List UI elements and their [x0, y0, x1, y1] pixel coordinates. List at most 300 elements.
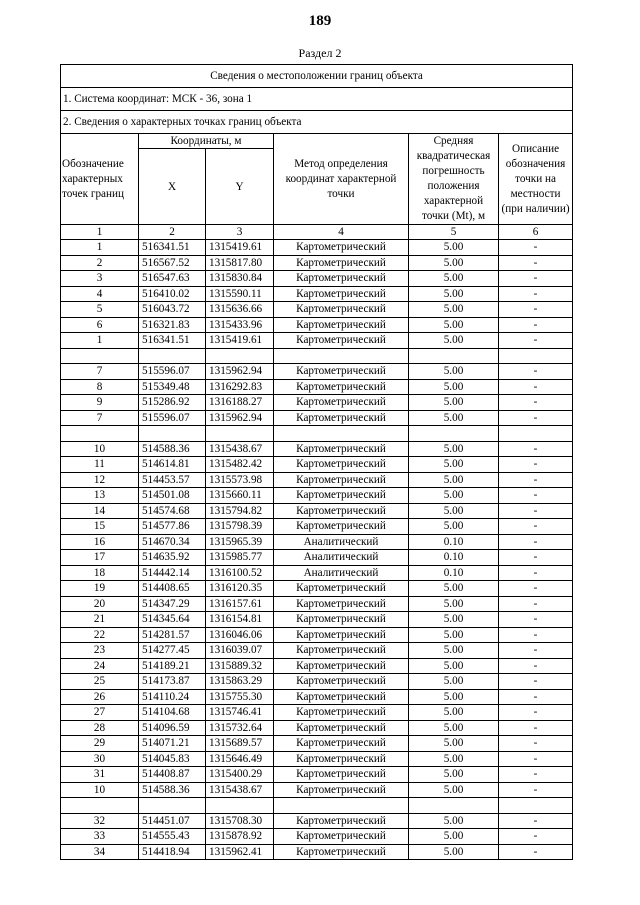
error-cell: [409, 798, 499, 814]
description-cell: -: [499, 255, 573, 271]
description-cell: -: [499, 705, 573, 721]
table-row: [61, 426, 573, 442]
method-cell: Картометрический: [274, 457, 409, 473]
method-cell: Картометрический: [274, 782, 409, 798]
method-cell: Картометрический: [274, 689, 409, 705]
description-cell: -: [499, 286, 573, 302]
table-row: [61, 534, 573, 550]
y-coordinate-cell: 1316100.52: [206, 565, 274, 581]
error-cell: 5.00: [409, 596, 499, 612]
table-row: [61, 751, 573, 767]
y-coordinate-cell: 1315830.84: [206, 271, 274, 287]
x-coordinate-cell: 514555.43: [139, 829, 206, 845]
description-cell: -: [499, 302, 573, 318]
y-coordinate-cell: 1315708.30: [206, 813, 274, 829]
y-coordinate-cell: 1315863.29: [206, 674, 274, 690]
table-row: [61, 302, 573, 318]
x-coordinate-cell: [139, 798, 206, 814]
y-coordinate-cell: 1316039.07: [206, 643, 274, 659]
error-cell: [409, 426, 499, 442]
table-row: [61, 782, 573, 798]
method-cell: Картометрический: [274, 410, 409, 426]
table-row: [61, 519, 573, 535]
point-number-cell: 9: [61, 395, 139, 411]
point-number-cell: 1: [61, 333, 139, 349]
method-cell: Картометрический: [274, 286, 409, 302]
method-cell: Картометрический: [274, 333, 409, 349]
description-cell: -: [499, 457, 573, 473]
table-row: [61, 410, 573, 426]
x-coordinate-cell: 516043.72: [139, 302, 206, 318]
point-number-cell: 7: [61, 364, 139, 380]
description-cell: -: [499, 534, 573, 550]
error-cell: 5.00: [409, 782, 499, 798]
description-cell: -: [499, 643, 573, 659]
method-cell: Картометрический: [274, 271, 409, 287]
y-coordinate-cell: 1316292.83: [206, 379, 274, 395]
point-number-cell: 30: [61, 751, 139, 767]
method-cell: [274, 426, 409, 442]
y-coordinate-cell: [206, 798, 274, 814]
description-cell: -: [499, 503, 573, 519]
x-coordinate-cell: 515349.48: [139, 379, 206, 395]
method-cell: Картометрический: [274, 364, 409, 380]
error-cell: 5.00: [409, 472, 499, 488]
table-row: [61, 550, 573, 566]
point-number-cell: 18: [61, 565, 139, 581]
header-y: Y: [206, 149, 274, 225]
error-cell: 5.00: [409, 519, 499, 535]
x-coordinate-cell: 514277.45: [139, 643, 206, 659]
table-row: [61, 457, 573, 473]
x-coordinate-cell: 514189.21: [139, 658, 206, 674]
column-number: 4: [274, 225, 409, 240]
table-row: [61, 581, 573, 597]
y-coordinate-cell: 1315573.98: [206, 472, 274, 488]
error-cell: 5.00: [409, 286, 499, 302]
description-cell: -: [499, 813, 573, 829]
x-coordinate-cell: 514096.59: [139, 720, 206, 736]
error-cell: 5.00: [409, 767, 499, 783]
description-cell: -: [499, 844, 573, 860]
y-coordinate-cell: 1316188.27: [206, 395, 274, 411]
point-number-cell: 29: [61, 736, 139, 752]
error-cell: 0.10: [409, 534, 499, 550]
description-cell: -: [499, 829, 573, 845]
description-cell: -: [499, 317, 573, 333]
point-number-cell: 25: [61, 674, 139, 690]
table-row: [61, 689, 573, 705]
method-cell: Аналитический: [274, 550, 409, 566]
error-cell: 5.00: [409, 240, 499, 256]
description-cell: -: [499, 767, 573, 783]
error-cell: 5.00: [409, 255, 499, 271]
error-cell: 5.00: [409, 813, 499, 829]
x-coordinate-cell: [139, 348, 206, 364]
description-cell: -: [499, 441, 573, 457]
y-coordinate-cell: 1315817.80: [206, 255, 274, 271]
method-cell: Картометрический: [274, 751, 409, 767]
table-row: [61, 255, 573, 271]
boundary-points-table: [60, 64, 573, 860]
x-coordinate-cell: 514442.14: [139, 565, 206, 581]
x-coordinate-cell: 514110.24: [139, 689, 206, 705]
error-cell: 5.00: [409, 379, 499, 395]
error-cell: 5.00: [409, 627, 499, 643]
method-cell: Картометрический: [274, 596, 409, 612]
method-cell: Картометрический: [274, 767, 409, 783]
method-cell: Аналитический: [274, 565, 409, 581]
table-row: [61, 705, 573, 721]
point-number-cell: 27: [61, 705, 139, 721]
y-coordinate-cell: 1316154.81: [206, 612, 274, 628]
table-row: [61, 348, 573, 364]
y-coordinate-cell: 1315419.61: [206, 240, 274, 256]
y-coordinate-cell: 1315746.41: [206, 705, 274, 721]
x-coordinate-cell: 516547.63: [139, 271, 206, 287]
section-title: Раздел 2: [298, 46, 342, 60]
method-cell: Картометрический: [274, 581, 409, 597]
method-cell: Аналитический: [274, 534, 409, 550]
column-number: 5: [409, 225, 499, 240]
table-row: [61, 333, 573, 349]
y-coordinate-cell: 1315732.64: [206, 720, 274, 736]
y-coordinate-cell: 1315794.82: [206, 503, 274, 519]
x-coordinate-cell: 514347.29: [139, 596, 206, 612]
x-coordinate-cell: 514614.81: [139, 457, 206, 473]
point-number-cell: 19: [61, 581, 139, 597]
point-number-cell: 17: [61, 550, 139, 566]
points-table-body: [61, 240, 573, 860]
description-cell: -: [499, 751, 573, 767]
error-cell: 5.00: [409, 364, 499, 380]
point-number-cell: 15: [61, 519, 139, 535]
y-coordinate-cell: 1315419.61: [206, 333, 274, 349]
error-cell: 5.00: [409, 488, 499, 504]
method-cell: Картометрический: [274, 503, 409, 519]
y-coordinate-cell: 1316157.61: [206, 596, 274, 612]
description-cell: -: [499, 333, 573, 349]
description-cell: [499, 798, 573, 814]
description-cell: -: [499, 240, 573, 256]
x-coordinate-cell: 514408.65: [139, 581, 206, 597]
method-cell: Картометрический: [274, 302, 409, 318]
description-cell: -: [499, 596, 573, 612]
description-cell: -: [499, 612, 573, 628]
method-cell: Картометрический: [274, 674, 409, 690]
point-number-cell: 7: [61, 410, 139, 426]
x-coordinate-cell: 514071.21: [139, 736, 206, 752]
point-number-cell: [61, 348, 139, 364]
x-coordinate-cell: 514451.07: [139, 813, 206, 829]
point-number-cell: 10: [61, 441, 139, 457]
x-coordinate-cell: 514588.36: [139, 782, 206, 798]
description-cell: -: [499, 379, 573, 395]
x-coordinate-cell: 514501.08: [139, 488, 206, 504]
y-coordinate-cell: 1315482.42: [206, 457, 274, 473]
error-cell: 5.00: [409, 720, 499, 736]
method-cell: Картометрический: [274, 813, 409, 829]
error-cell: 5.00: [409, 689, 499, 705]
method-cell: Картометрический: [274, 643, 409, 659]
error-cell: 5.00: [409, 612, 499, 628]
point-number-cell: 8: [61, 379, 139, 395]
description-cell: -: [499, 689, 573, 705]
point-number-cell: 24: [61, 658, 139, 674]
method-cell: Картометрический: [274, 844, 409, 860]
method-cell: Картометрический: [274, 720, 409, 736]
x-coordinate-cell: 514104.68: [139, 705, 206, 721]
y-coordinate-cell: 1315878.92: [206, 829, 274, 845]
table-row: [61, 395, 573, 411]
table-row: [61, 813, 573, 829]
x-coordinate-cell: 516567.52: [139, 255, 206, 271]
description-cell: -: [499, 736, 573, 752]
table-row: [61, 441, 573, 457]
x-coordinate-cell: 514453.57: [139, 472, 206, 488]
point-number-cell: 34: [61, 844, 139, 860]
y-coordinate-cell: 1315965.39: [206, 534, 274, 550]
column-number: 2: [139, 225, 206, 240]
y-coordinate-cell: 1315755.30: [206, 689, 274, 705]
x-coordinate-cell: [139, 426, 206, 442]
point-number-cell: 3: [61, 271, 139, 287]
y-coordinate-cell: 1315889.32: [206, 658, 274, 674]
table-row: [61, 658, 573, 674]
description-cell: -: [499, 395, 573, 411]
x-coordinate-cell: 515286.92: [139, 395, 206, 411]
method-cell: Картометрический: [274, 488, 409, 504]
x-coordinate-cell: 515596.07: [139, 364, 206, 380]
header-description: Описание обозначения точки на местности (при наличии): [499, 134, 573, 225]
y-coordinate-cell: 1315438.67: [206, 441, 274, 457]
y-coordinate-cell: 1315646.49: [206, 751, 274, 767]
x-coordinate-cell: 514588.36: [139, 441, 206, 457]
method-cell: Картометрический: [274, 829, 409, 845]
x-coordinate-cell: 514345.64: [139, 612, 206, 628]
table-row: [61, 596, 573, 612]
error-cell: 5.00: [409, 395, 499, 411]
table-row: [61, 271, 573, 287]
header-coordinates: Координаты, м: [139, 134, 274, 149]
table-row: [61, 627, 573, 643]
error-cell: 0.10: [409, 565, 499, 581]
header-method: Метод определения координат характерной точки: [274, 134, 409, 225]
y-coordinate-cell: 1315400.29: [206, 767, 274, 783]
y-coordinate-cell: 1316120.35: [206, 581, 274, 597]
description-cell: -: [499, 410, 573, 426]
description-cell: -: [499, 674, 573, 690]
error-cell: [409, 348, 499, 364]
table-row: [61, 240, 573, 256]
error-cell: 5.00: [409, 844, 499, 860]
point-number-cell: 14: [61, 503, 139, 519]
error-cell: 5.00: [409, 302, 499, 318]
table-row: [61, 798, 573, 814]
point-number-cell: 4: [61, 286, 139, 302]
points-heading: 2. Сведения о характерных точках границ объекта: [61, 111, 573, 134]
description-cell: -: [499, 658, 573, 674]
method-cell: Картометрический: [274, 612, 409, 628]
point-number-cell: 12: [61, 472, 139, 488]
page-number: 189: [308, 13, 332, 29]
y-coordinate-cell: 1315689.57: [206, 736, 274, 752]
method-cell: Картометрический: [274, 441, 409, 457]
y-coordinate-cell: [206, 348, 274, 364]
column-number: 6: [499, 225, 573, 240]
description-cell: [499, 426, 573, 442]
table-row: [61, 736, 573, 752]
description-cell: -: [499, 565, 573, 581]
error-cell: 5.00: [409, 674, 499, 690]
x-coordinate-cell: 514635.92: [139, 550, 206, 566]
table-row: [61, 767, 573, 783]
error-cell: 5.00: [409, 751, 499, 767]
point-number-cell: 2: [61, 255, 139, 271]
method-cell: Картометрический: [274, 705, 409, 721]
x-coordinate-cell: 515596.07: [139, 410, 206, 426]
column-number: 3: [206, 225, 274, 240]
error-cell: 5.00: [409, 333, 499, 349]
error-cell: 0.10: [409, 550, 499, 566]
point-number-cell: 6: [61, 317, 139, 333]
coordinate-system: 1. Система координат: МСК - 36, зона 1: [61, 88, 573, 111]
y-coordinate-cell: 1315962.94: [206, 364, 274, 380]
method-cell: Картометрический: [274, 519, 409, 535]
x-coordinate-cell: 514574.68: [139, 503, 206, 519]
method-cell: Картометрический: [274, 240, 409, 256]
y-coordinate-cell: 1315433.96: [206, 317, 274, 333]
header-error: Средняя квадратическая погрешность положения характерной точки (Mt), м: [409, 134, 499, 225]
method-cell: [274, 348, 409, 364]
error-cell: 5.00: [409, 410, 499, 426]
table-row: [61, 472, 573, 488]
method-cell: Картометрический: [274, 472, 409, 488]
error-cell: 5.00: [409, 643, 499, 659]
method-cell: Картометрический: [274, 658, 409, 674]
description-cell: [499, 348, 573, 364]
table-row: [61, 844, 573, 860]
method-cell: Картометрический: [274, 736, 409, 752]
description-cell: -: [499, 720, 573, 736]
point-number-cell: 31: [61, 767, 139, 783]
x-coordinate-cell: 514045.83: [139, 751, 206, 767]
y-coordinate-cell: 1315985.77: [206, 550, 274, 566]
error-cell: 5.00: [409, 271, 499, 287]
x-coordinate-cell: 514408.87: [139, 767, 206, 783]
x-coordinate-cell: 514670.34: [139, 534, 206, 550]
description-cell: -: [499, 550, 573, 566]
x-coordinate-cell: 514173.87: [139, 674, 206, 690]
description-cell: -: [499, 271, 573, 287]
point-number-cell: [61, 798, 139, 814]
description-cell: -: [499, 488, 573, 504]
point-number-cell: 11: [61, 457, 139, 473]
method-cell: Картометрический: [274, 395, 409, 411]
table-row: [61, 674, 573, 690]
error-cell: 5.00: [409, 736, 499, 752]
description-cell: -: [499, 472, 573, 488]
point-number-cell: 21: [61, 612, 139, 628]
table-row: [61, 720, 573, 736]
x-coordinate-cell: 516341.51: [139, 240, 206, 256]
error-cell: 5.00: [409, 441, 499, 457]
y-coordinate-cell: 1315962.94: [206, 410, 274, 426]
x-coordinate-cell: 516341.51: [139, 333, 206, 349]
description-cell: -: [499, 519, 573, 535]
table-title: Сведения о местоположении границ объекта: [61, 65, 573, 88]
point-number-cell: 28: [61, 720, 139, 736]
x-coordinate-cell: 514281.57: [139, 627, 206, 643]
point-number-cell: 26: [61, 689, 139, 705]
point-number-cell: 20: [61, 596, 139, 612]
y-coordinate-cell: 1315660.11: [206, 488, 274, 504]
y-coordinate-cell: 1315438.67: [206, 782, 274, 798]
y-coordinate-cell: [206, 426, 274, 442]
column-numbers-row: [61, 225, 573, 240]
x-coordinate-cell: 516410.02: [139, 286, 206, 302]
description-cell: -: [499, 581, 573, 597]
point-number-cell: 23: [61, 643, 139, 659]
error-cell: 5.00: [409, 503, 499, 519]
point-number-cell: 10: [61, 782, 139, 798]
x-coordinate-cell: 514577.86: [139, 519, 206, 535]
method-cell: [274, 798, 409, 814]
point-number-cell: 22: [61, 627, 139, 643]
table-row: [61, 488, 573, 504]
y-coordinate-cell: 1315636.66: [206, 302, 274, 318]
header-x: X: [139, 149, 206, 225]
table-row: [61, 565, 573, 581]
point-number-cell: [61, 426, 139, 442]
point-number-cell: 33: [61, 829, 139, 845]
table-row: [61, 379, 573, 395]
table-row: [61, 612, 573, 628]
description-cell: -: [499, 364, 573, 380]
point-number-cell: 1: [61, 240, 139, 256]
error-cell: 5.00: [409, 658, 499, 674]
error-cell: 5.00: [409, 829, 499, 845]
column-number: 1: [61, 225, 139, 240]
table-row: [61, 643, 573, 659]
table-row: [61, 829, 573, 845]
point-number-cell: 13: [61, 488, 139, 504]
table-row: [61, 364, 573, 380]
point-number-cell: 16: [61, 534, 139, 550]
error-cell: 5.00: [409, 457, 499, 473]
point-number-cell: 5: [61, 302, 139, 318]
error-cell: 5.00: [409, 581, 499, 597]
error-cell: 5.00: [409, 317, 499, 333]
x-coordinate-cell: 514418.94: [139, 844, 206, 860]
y-coordinate-cell: 1316046.06: [206, 627, 274, 643]
point-number-cell: 32: [61, 813, 139, 829]
y-coordinate-cell: 1315798.39: [206, 519, 274, 535]
description-cell: -: [499, 782, 573, 798]
error-cell: 5.00: [409, 705, 499, 721]
method-cell: Картометрический: [274, 317, 409, 333]
table-row: [61, 286, 573, 302]
method-cell: Картометрический: [274, 627, 409, 643]
table-row: [61, 503, 573, 519]
method-cell: Картометрический: [274, 255, 409, 271]
y-coordinate-cell: 1315962.41: [206, 844, 274, 860]
description-cell: -: [499, 627, 573, 643]
x-coordinate-cell: 516321.83: [139, 317, 206, 333]
table-row: [61, 317, 573, 333]
method-cell: Картометрический: [274, 379, 409, 395]
y-coordinate-cell: 1315590.11: [206, 286, 274, 302]
